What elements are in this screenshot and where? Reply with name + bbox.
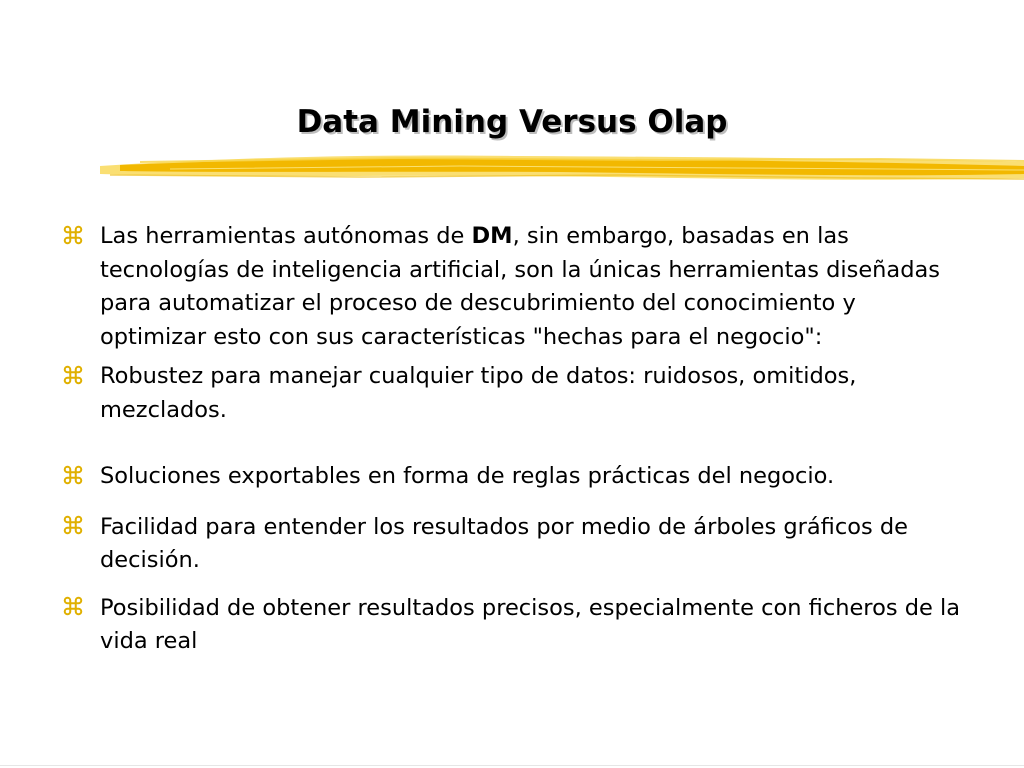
bullet-text: Facilidad para entender los resultados por medio de árboles gráficos de decisión. bbox=[100, 513, 908, 573]
command-key-icon bbox=[62, 220, 88, 253]
list-item bbox=[62, 360, 962, 427]
list-item bbox=[62, 592, 962, 659]
list-item bbox=[62, 511, 962, 578]
bold-term: DM bbox=[471, 223, 513, 249]
command-key-icon bbox=[62, 511, 88, 544]
bullet-text: Robustez para manejar cualquier tipo de datos: ruidosos, omitidos, mezclados. bbox=[100, 363, 857, 423]
list-item bbox=[62, 460, 962, 494]
title-underline-brushstroke bbox=[100, 148, 1024, 188]
bottom-divider bbox=[0, 765, 1024, 766]
command-key-icon bbox=[62, 460, 88, 493]
command-key-icon bbox=[62, 592, 88, 625]
list-item bbox=[62, 220, 962, 354]
slide-title: Data Mining Versus Olap bbox=[296, 104, 728, 140]
bullet-list bbox=[62, 220, 962, 659]
command-key-icon bbox=[62, 360, 88, 393]
bullet-text: Soluciones exportables en forma de reglas prácticas del negocio. bbox=[100, 463, 835, 489]
bullet-text: Posibilidad de obtener resultados precisos, especialmente con ficheros de la vida real bbox=[100, 594, 961, 654]
bullet-text: Las herramientas autónomas de DM, sin embargo, basadas en las tecnologías de inteligencia artificial, son la únicas herramientas diseñadas para automatizar el proceso de descubrimiento del conocimiento y optimizar esto con sus características "hechas para el negocio": bbox=[100, 223, 941, 350]
